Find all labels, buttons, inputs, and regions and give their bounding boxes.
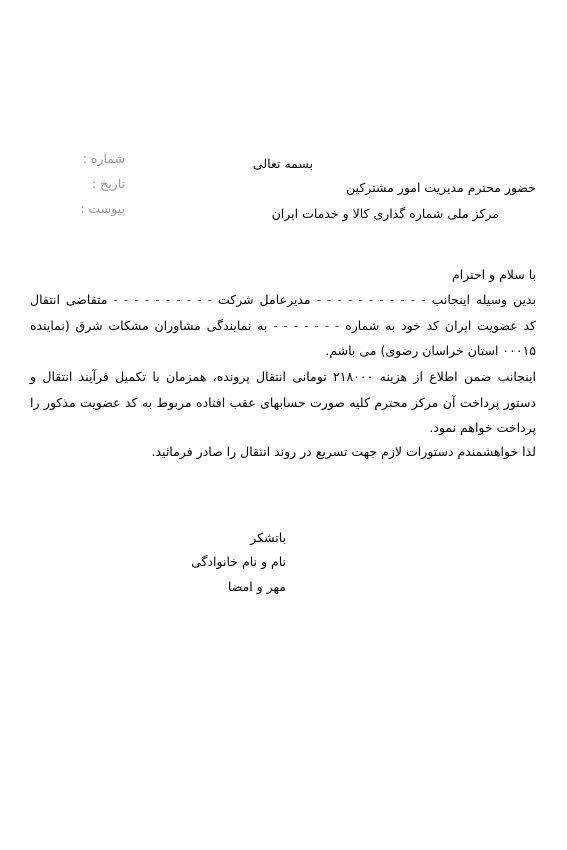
line1-part-a: بدین وسیله اینجانب — [431, 292, 536, 307]
signature-name: نام و نام خانوادگی — [191, 554, 286, 569]
line2-part-c: به نمایندگی مشاوران مشکات شرق (نماینده — [30, 318, 268, 333]
signature-seal: مهر و امضا — [227, 579, 286, 594]
body-line-4: اینجانب ضمن اطلاع از هزینه ۲۱۸۰۰۰ تومانی انتقال پرونده، همزمان با تکمیل فرآیند انتقال و — [30, 369, 536, 384]
line2-part-a: کد عضویت ایران کد خود — [401, 318, 536, 333]
body-line-1 — [30, 291, 536, 309]
body-line-5: دستور پرداخت آن مرکز محترم کلیه صورت حسابهای عقب افتاده مربوط به کد عضویت مذکور را — [30, 395, 536, 410]
body-line-2 — [30, 317, 536, 335]
recipient-title: حضور محترم مدیریت امور مشترکین — [346, 180, 536, 195]
body-line-6: پرداخت خواهم نمود. — [429, 420, 536, 435]
signature-thanks: باتشکر — [250, 530, 286, 545]
blank-name: - - - - - - - - - - - — [316, 292, 426, 307]
invocation: بسمه تعالی — [252, 156, 313, 171]
line1-part-b: مدیرعامل شرکت — [218, 292, 311, 307]
blank-company: - - - - - - - - - - — [113, 292, 213, 307]
blank-member-code: - - - - - - - — [273, 318, 340, 333]
recipient-organization: مرکز ملی شماره گذاری کالا و خدمات ایران — [271, 206, 499, 221]
number-label: شماره : — [82, 151, 125, 166]
greeting: با سلام و احترام — [452, 267, 536, 282]
attachment-label: پیوست : — [80, 201, 125, 216]
line2-part-b: به شماره — [345, 318, 396, 333]
line1-part-c: متقاضی انتقال — [30, 292, 108, 307]
body-line-3: ۰۰۰۱۵ استان خراسان رضوی) می باشم. — [325, 343, 536, 358]
body-line-7: لذا خواهشمندم دستورات لازم جهت تسریع در روند انتقال را صادر فرمائید. — [151, 444, 536, 459]
date-label: تاریخ : — [91, 176, 125, 191]
